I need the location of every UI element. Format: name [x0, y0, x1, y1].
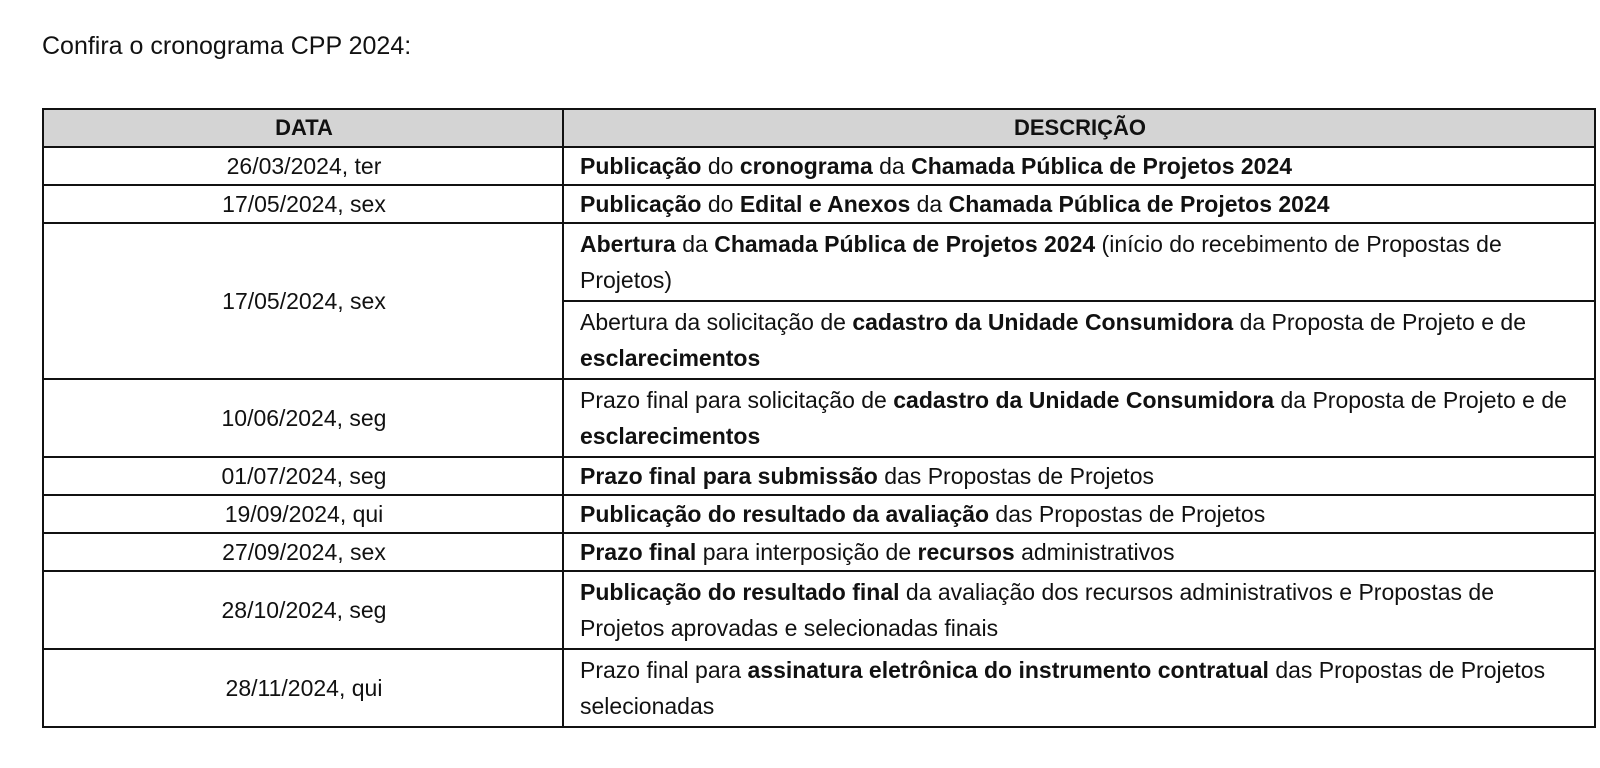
date-cell: 17/05/2024, sex — [43, 223, 563, 379]
bold-text: Prazo final — [580, 539, 697, 565]
table-row — [43, 571, 1595, 649]
date-cell: 19/09/2024, qui — [43, 495, 563, 533]
bold-text: Publicação — [580, 153, 702, 179]
bold-text: esclarecimentos — [580, 345, 761, 371]
bold-text: Abertura — [580, 231, 676, 257]
header-row — [43, 109, 1595, 147]
date-cell: 17/05/2024, sex — [43, 185, 563, 223]
text-segment: administrativos — [1014, 539, 1175, 565]
text-segment: da — [675, 231, 715, 257]
text-segment: do — [701, 153, 740, 179]
table-row — [43, 147, 1595, 185]
description-cell — [563, 301, 1595, 379]
description-cell — [563, 571, 1595, 649]
text-segment: do — [701, 191, 740, 217]
bold-text: cronograma — [739, 153, 873, 179]
table-row — [43, 223, 1595, 301]
description-cell — [563, 495, 1595, 533]
intro-text: Confira o cronograma CPP 2024: — [42, 32, 412, 60]
date-cell: 28/10/2024, seg — [43, 571, 563, 649]
text-segment: da Proposta de Projeto e de — [1233, 309, 1526, 335]
bold-text: Chamada Pública de Projetos 2024 — [714, 231, 1096, 257]
table-row — [43, 379, 1595, 457]
table-row — [43, 649, 1595, 727]
text-segment: da — [872, 153, 912, 179]
text-segment: das Propostas de Projetos — [877, 463, 1154, 489]
bold-text: Publicação do resultado final — [580, 579, 900, 605]
bold-text: Chamada Pública de Projetos 2024 — [911, 153, 1293, 179]
bold-text: assinatura eletrônica do instrumento contratual — [747, 657, 1269, 683]
description-cell — [563, 533, 1595, 571]
date-cell: 01/07/2024, seg — [43, 457, 563, 495]
date-cell: 10/06/2024, seg — [43, 379, 563, 457]
text-segment: da — [910, 191, 949, 217]
bold-text: Publicação — [580, 191, 702, 217]
date-cell: 26/03/2024, ter — [43, 147, 563, 185]
bold-text: cadastro da Unidade Consumidora — [852, 309, 1234, 335]
table-row — [43, 457, 1595, 495]
date-cell: 28/11/2024, qui — [43, 649, 563, 727]
description-cell — [563, 649, 1595, 727]
text-segment: Prazo final para solicitação de — [580, 387, 894, 413]
date-cell: 27/09/2024, sex — [43, 533, 563, 571]
text-segment: das Propostas de Projetos selecionadas — [580, 657, 1546, 719]
text-segment: Abertura da solicitação de — [580, 309, 853, 335]
text-segment: para interposição de — [696, 539, 918, 565]
description-cell — [563, 185, 1595, 223]
description-cell — [563, 223, 1595, 301]
text-segment: (início do recebimento de Propostas de Projetos) — [580, 231, 1502, 293]
schedule-table — [42, 108, 1596, 728]
table-row — [43, 185, 1595, 223]
bold-text: Chamada Pública de Projetos 2024 — [948, 191, 1330, 217]
text-segment: Prazo final para — [580, 657, 748, 683]
text-segment: da avaliação dos recursos administrativos e Propostas de Projetos aprovadas e selecionadas finais — [580, 579, 1494, 641]
date-column-header: DATA — [43, 109, 563, 147]
description-cell — [563, 379, 1595, 457]
bold-text: Edital e Anexos — [739, 191, 911, 217]
description-column-header: DESCRIÇÃO — [563, 109, 1595, 147]
bold-text: cadastro da Unidade Consumidora — [893, 387, 1275, 413]
text-segment: da Proposta de Projeto e de — [1274, 387, 1567, 413]
bold-text: Publicação do resultado da avaliação — [580, 501, 990, 527]
description-cell — [563, 147, 1595, 185]
table-row — [43, 533, 1595, 571]
bold-text: recursos — [917, 539, 1015, 565]
text-segment: das Propostas de Projetos — [989, 501, 1266, 527]
bold-text: Prazo final para submissão — [580, 463, 878, 489]
bold-text: esclarecimentos — [580, 423, 761, 449]
description-cell — [563, 457, 1595, 495]
table-row — [43, 495, 1595, 533]
